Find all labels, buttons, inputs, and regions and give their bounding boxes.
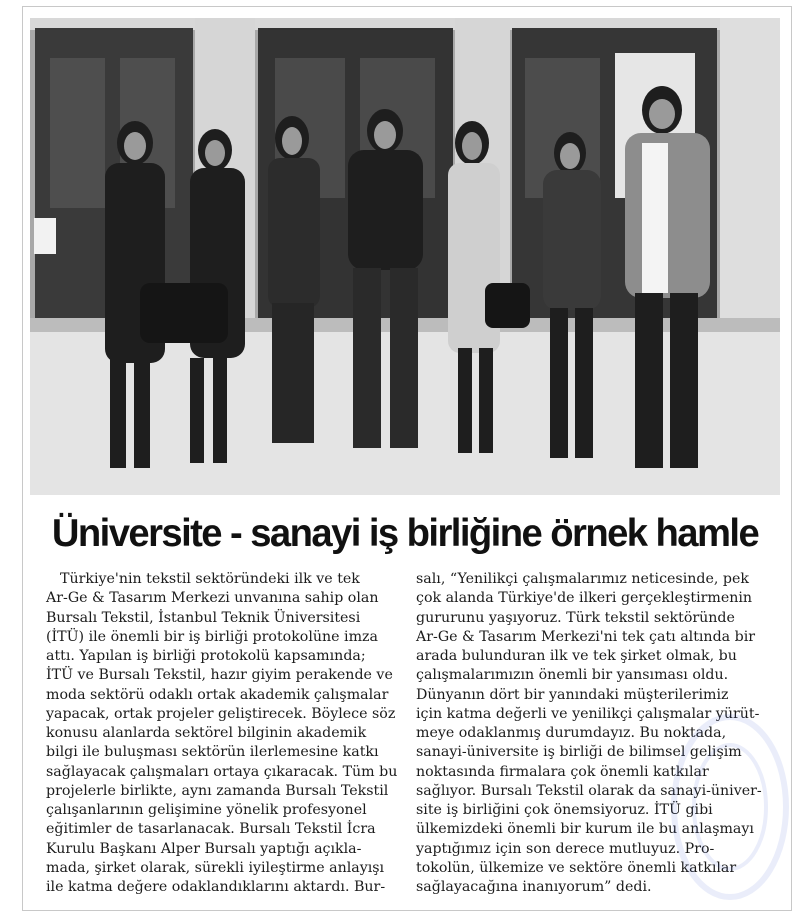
text-line: Türkiye'nin tekstil sektöründeki ilk ve tek [60, 571, 360, 587]
article-headline: Üniversite - sanayi iş birliğine örnek hamle [51, 512, 759, 555]
text-line: çalışmalarımızın önemli bir yansıması oldu. [416, 667, 729, 684]
text-line: salı, “Yenilikçi çalışmalarımız neticesinde, pek [416, 571, 749, 587]
text-line: sağlayacak çalışmaları ortaya çıkaracak. Tüm bu [46, 763, 398, 780]
text-line: Ar-Ge & Tasarım Merkezi'ni tek çatı altında bir [416, 628, 756, 645]
text-line: için katma değerli ve yenilikçi çalışmalar yürüt- [416, 705, 760, 722]
text-line: sanayi-üniversite iş birliği de bilimsel gelişim [416, 744, 742, 761]
article-column-right [416, 570, 766, 897]
text-line: sağlıyor. Bursalı Tekstil olarak da sanayi-üniver- [416, 782, 762, 799]
text-line: site iş birliğini çok önemsiyoruz. İTÜ gibi [416, 802, 713, 818]
text-line: Bursalı Tekstil, İstanbul Teknik Üniversitesi [46, 609, 361, 626]
text-line: ülkemizdeki önemli bir kurum ile bu anlaşmayı [416, 821, 754, 838]
text-line: projelerle birlikte, aynı zamanda Bursalı Tekstil [46, 782, 389, 799]
text-line: ile katma değere odaklandıklarını aktardı. Bur- [46, 879, 386, 895]
text-line: attı. Yapılan iş birliği protokolü kapsamında; [46, 648, 366, 664]
text-line: bilgi ile buluşması sektörün ilerlemesine katkı [46, 744, 379, 761]
text-line: çok alanda Türkiye'de ilkeri gerçekleştirmenin [416, 590, 753, 607]
group-photo [30, 18, 780, 495]
text-line: mada, şirket olarak, sürekli iyileştirme anlayışı [46, 859, 385, 876]
text-line: eğitimler de tasarlanacak. Bursalı Tekstil İcra [46, 821, 376, 838]
text-line: Ar-Ge & Tasarım Merkezi unvanına sahip olan [46, 590, 379, 607]
text-line: Kurulu Başkanı Alper Bursalı yaptığı açıkla- [46, 840, 362, 857]
text-line: Dünyanın dört bir yanındaki müşterilerimiz [416, 686, 729, 703]
text-line: meye odaklanmış durumdayız. Bu noktada, [416, 725, 727, 741]
text-line: yapacak, ortak projeler geliştirecek. Böylece söz [46, 705, 396, 722]
text-line: gururunu yaşıyoruz. Türk tekstil sektöründe [416, 609, 735, 626]
text-line: tokolün, ülkemize ve sektöre önemli katkılar [416, 859, 737, 876]
article-column-left [46, 570, 398, 897]
text-line: moda sektörü odaklı ortak akademik çalışmalar [46, 686, 389, 703]
text-line: İTÜ ve Bursalı Tekstil, hazır giyim perakende ve [46, 667, 393, 684]
text-line: sağlayacağına inanıyorum” dedi. [416, 879, 652, 895]
text-line: (İTÜ) ile önemli bir iş birliği protokolüne imza [46, 628, 378, 645]
text-line: noktasında firmalara çok önemli katkılar [416, 763, 709, 780]
text-line: çalışanlarının gelişimine yönelik profesyonel [46, 802, 367, 818]
text-line: konusu alanlarda sektörel bilginin akademik [46, 725, 367, 741]
text-line: arada bulunduran ilk ve tek şirket olmak, bu [416, 648, 737, 664]
text-line: yaptığımız için son derece mutluyuz. Pro- [416, 840, 715, 857]
